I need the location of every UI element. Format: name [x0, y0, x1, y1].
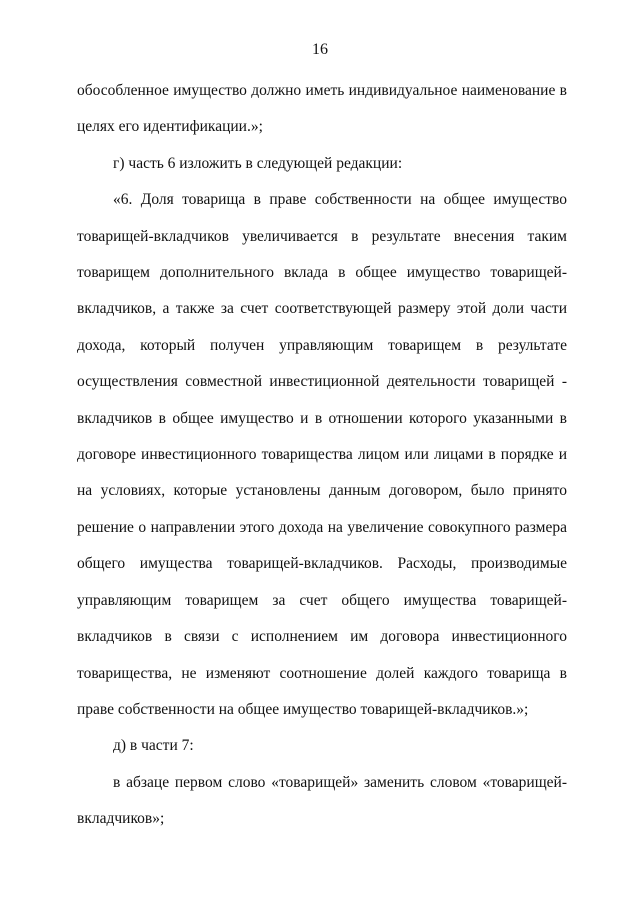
paragraph-part-6-text: «6. Доля товарища в праве собственности на общее имущество товарищей-вкладчиков увеличивается в результате внесения таким товарищем дополнительного вклада в общее имущество товарищей-вкладчиков, а также за счет соответствующей размеру этой доли части дохода, который получен управляющим товарищем в результате осуществления совместной инвестиционной деятельности товарищей - вкладчиков в общее имущество и в отношении которого указанными в договоре инвестиционного товарищества лицом или лицами в порядке и на условиях, которые установлены данным договором, было принято решение о направлении этого дохода на увеличение совокупного размера общего имущества товарищей-вкладчиков. Расходы, производимые управляющим товарищем за счет общего имущества товарищей-вкладчиков в связи с исполнением им договора инвестиционного товарищества, не изменяют соотношение долей каждого товарища в праве собственности на общее имущество товарищей-вкладчиков.»; [77, 191, 567, 718]
paragraph-item-g: г) часть 6 изложить в следующей редакции: [113, 154, 403, 172]
paragraph-continuation: обособленное имущество должно иметь индивидуальное наименование в целях его идентификации.»; [77, 82, 567, 136]
page-number: 16 [312, 41, 328, 58]
document-body [77, 73, 567, 838]
paragraph-first-clause: в абзаце первом слово «товарищей» заменить словом «товарищей-вкладчиков»; [77, 773, 567, 828]
paragraph-item-d: д) в части 7: [113, 737, 194, 755]
